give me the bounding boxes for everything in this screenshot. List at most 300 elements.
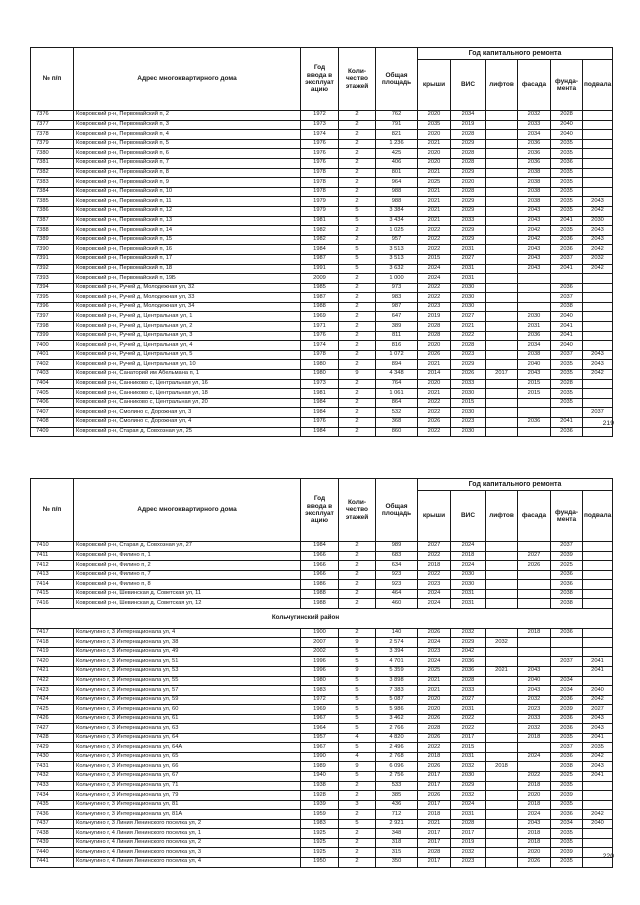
table-row <box>31 667 613 677</box>
cell-year: 1964 <box>301 724 339 734</box>
cell-basement <box>583 542 613 552</box>
cell-area: 140 <box>376 628 418 638</box>
table-row <box>31 312 613 322</box>
cell-year: 1969 <box>301 312 339 322</box>
cell-facade <box>518 647 551 657</box>
cell-vis: 2031 <box>451 589 486 599</box>
cell-basement: 2043 <box>583 226 613 236</box>
cell-foundation: 2025 <box>551 561 583 571</box>
table-row <box>31 197 613 207</box>
cell-basement: 2027 <box>583 705 613 715</box>
cell-facade: 2018 <box>518 838 551 848</box>
cell-facade: 2030 <box>518 312 551 322</box>
cell-num: 7396 <box>31 302 74 312</box>
cell-floors: 2 <box>339 331 376 341</box>
cell-vis: 2029 <box>451 206 486 216</box>
cell-foundation: 2039 <box>551 791 583 801</box>
cell-facade: 2027 <box>518 551 551 561</box>
cell-num: 7385 <box>31 197 74 207</box>
cell-floors: 2 <box>339 120 376 130</box>
cell-year: 1987 <box>301 254 339 264</box>
cell-area: 2 756 <box>376 772 418 782</box>
cell-lifts <box>486 197 518 207</box>
cell-foundation: 2037 <box>551 743 583 753</box>
cell-year: 1990 <box>301 752 339 762</box>
cell-basement: 2041 <box>583 772 613 782</box>
cell-num: 7415 <box>31 589 74 599</box>
cell-num: 7426 <box>31 714 74 724</box>
cell-num: 7423 <box>31 686 74 696</box>
cell-num: 7388 <box>31 226 74 236</box>
cell-vis: 2030 <box>451 580 486 590</box>
cell-vis: 2029 <box>451 226 486 236</box>
cell-area: 5 359 <box>376 667 418 677</box>
cell-address: Ковровский р-н, Санниково с, Центральная ул, 20 <box>74 398 301 408</box>
cell-floors: 2 <box>339 341 376 351</box>
table-row <box>31 772 613 782</box>
cell-foundation: 2040 <box>551 341 583 351</box>
cell-address: Кольчугино г, 3 Интернационала ул, 57 <box>74 686 301 696</box>
cell-vis: 2024 <box>451 800 486 810</box>
cell-num: 7432 <box>31 772 74 782</box>
cell-address: Ковровский р-н, Первомайский п, 15 <box>74 235 301 245</box>
cell-address: Кольчугино г, 4 Линия Ленинского поселка ул, 3 <box>74 848 301 858</box>
cell-address: Кольчугино г, 3 Интернационала ул, 67 <box>74 772 301 782</box>
cell-facade: 2040 <box>518 676 551 686</box>
table-row <box>31 781 613 791</box>
cell-foundation: 2035 <box>551 857 583 867</box>
table-row <box>31 120 613 130</box>
cell-foundation: 2035 <box>551 389 583 399</box>
section-row <box>31 608 613 628</box>
cell-address: Кольчугино г, 4 Линия Ленинского поселка ул, 2 <box>74 838 301 848</box>
cell-roof: 2022 <box>418 293 451 303</box>
cell-vis: 2029 <box>451 197 486 207</box>
table-row <box>31 139 613 149</box>
cell-num: 7384 <box>31 187 74 197</box>
cell-facade: 2038 <box>518 197 551 207</box>
cell-vis: 2030 <box>451 283 486 293</box>
cell-floors: 2 <box>339 829 376 839</box>
cell-lifts <box>486 111 518 121</box>
cell-floors: 2 <box>339 848 376 858</box>
cell-roof: 2017 <box>418 800 451 810</box>
cell-roof: 2018 <box>418 561 451 571</box>
cell-foundation: 2035 <box>551 168 583 178</box>
cell-lifts <box>486 120 518 130</box>
cell-address: Ковровский р-н, Первомайский п, 9 <box>74 178 301 188</box>
cell-roof: 2014 <box>418 370 451 380</box>
cell-basement: 2043 <box>583 360 613 370</box>
table-row <box>31 226 613 236</box>
cell-facade: 2043 <box>518 686 551 696</box>
cell-basement: 2040 <box>583 819 613 829</box>
cell-facade: 2043 <box>518 370 551 380</box>
cell-facade: 2024 <box>518 810 551 820</box>
cell-area: 2 766 <box>376 724 418 734</box>
cell-num: 7420 <box>31 657 74 667</box>
cell-num: 7428 <box>31 733 74 743</box>
cell-area: 436 <box>376 800 418 810</box>
cell-vis: 2027 <box>451 312 486 322</box>
cell-vis: 2029 <box>451 139 486 149</box>
table-row <box>31 714 613 724</box>
cell-basement <box>583 647 613 657</box>
cell-foundation: 2037 <box>551 293 583 303</box>
cell-num: 7435 <box>31 800 74 810</box>
cell-roof: 2021 <box>418 206 451 216</box>
cell-year: 1991 <box>301 264 339 274</box>
cell-vis: 2042 <box>451 647 486 657</box>
table-header <box>31 48 613 111</box>
cell-roof: 2028 <box>418 322 451 332</box>
cell-num: 7430 <box>31 752 74 762</box>
cell-foundation: 2036 <box>551 427 583 437</box>
cell-year: 1984 <box>301 542 339 552</box>
cell-floors: 2 <box>339 589 376 599</box>
cell-roof: 2026 <box>418 762 451 772</box>
cell-lifts <box>486 686 518 696</box>
table-row <box>31 293 613 303</box>
table-row <box>31 589 613 599</box>
cell-foundation: 2036 <box>551 810 583 820</box>
cell-area: 368 <box>376 418 418 428</box>
cell-facade: 2018 <box>518 628 551 638</box>
cell-facade <box>518 408 551 418</box>
cell-floors: 2 <box>339 235 376 245</box>
table-row <box>31 331 613 341</box>
cell-roof: 2025 <box>418 667 451 677</box>
cell-floors: 2 <box>339 857 376 867</box>
cell-vis: 2022 <box>451 331 486 341</box>
cell-vis: 2028 <box>451 130 486 140</box>
table-row <box>31 216 613 226</box>
cell-lifts <box>486 781 518 791</box>
cell-foundation: 2035 <box>551 139 583 149</box>
cell-foundation: 2038 <box>551 302 583 312</box>
header-address: Адрес многоквартирного дома <box>74 479 301 542</box>
cell-address: Кольчугино г, 4 Линия Ленинского поселка ул, 4 <box>74 857 301 867</box>
table-row <box>31 158 613 168</box>
cell-lifts <box>486 819 518 829</box>
cell-address: Ковровский р-н, Ручей д, Центральная ул, 2 <box>74 322 301 332</box>
cell-lifts <box>486 312 518 322</box>
cell-floors: 2 <box>339 551 376 561</box>
cell-year: 1973 <box>301 379 339 389</box>
cell-facade: 2024 <box>518 752 551 762</box>
cell-basement <box>583 599 613 609</box>
cell-foundation: 2036 <box>551 570 583 580</box>
cell-year: 1983 <box>301 819 339 829</box>
cell-roof: 2022 <box>418 570 451 580</box>
cell-lifts: 2018 <box>486 762 518 772</box>
cell-area: 647 <box>376 312 418 322</box>
cell-lifts <box>486 389 518 399</box>
cell-floors: 5 <box>339 206 376 216</box>
cell-lifts <box>486 743 518 753</box>
cell-address: Кольчугино г, 3 Интернационала ул, 81А <box>74 810 301 820</box>
cell-roof: 2017 <box>418 829 451 839</box>
cell-basement: 2043 <box>583 235 613 245</box>
cell-floors: 2 <box>339 398 376 408</box>
cell-foundation: 2036 <box>551 628 583 638</box>
cell-address: Ковровский р-н, Первомайский п, 10 <box>74 187 301 197</box>
cell-lifts: 2032 <box>486 638 518 648</box>
cell-floors: 3 <box>339 800 376 810</box>
cell-address: Ковровский р-н, Шевинская д, Советская ул, 12 <box>74 599 301 609</box>
cell-facade <box>518 302 551 312</box>
cell-lifts <box>486 139 518 149</box>
cell-foundation: 2037 <box>551 657 583 667</box>
table-row <box>31 819 613 829</box>
cell-year: 1938 <box>301 781 339 791</box>
cell-floors: 5 <box>339 695 376 705</box>
cell-foundation: 2038 <box>551 589 583 599</box>
section-title: Кольчугинский район <box>31 608 613 628</box>
cell-num: 7386 <box>31 206 74 216</box>
cell-basement <box>583 341 613 351</box>
cell-year: 1980 <box>301 360 339 370</box>
cell-area: 988 <box>376 197 418 207</box>
cell-floors: 5 <box>339 216 376 226</box>
cell-floors: 9 <box>339 638 376 648</box>
cell-floors: 2 <box>339 350 376 360</box>
cell-year: 1900 <box>301 628 339 638</box>
repair-table-bottom <box>30 478 613 868</box>
cell-lifts <box>486 178 518 188</box>
cell-basement: 2042 <box>583 264 613 274</box>
table-row <box>31 111 613 121</box>
cell-vis: 2029 <box>451 638 486 648</box>
cell-basement: 2042 <box>583 206 613 216</box>
cell-lifts <box>486 551 518 561</box>
cell-foundation: 2035 <box>551 187 583 197</box>
cell-floors: 2 <box>339 418 376 428</box>
cell-facade: 2033 <box>518 714 551 724</box>
cell-lifts <box>486 695 518 705</box>
cell-area: 683 <box>376 551 418 561</box>
cell-address: Кольчугино г, 3 Интернационала ул, 4 <box>74 628 301 638</box>
cell-foundation: 2036 <box>551 580 583 590</box>
cell-year: 1940 <box>301 772 339 782</box>
cell-vis: 2031 <box>451 705 486 715</box>
cell-address: Ковровский р-н, Первомайский п, 3 <box>74 120 301 130</box>
cell-foundation: 2034 <box>551 819 583 829</box>
cell-lifts <box>486 561 518 571</box>
cell-area: 3 632 <box>376 264 418 274</box>
cell-floors: 2 <box>339 322 376 332</box>
cell-roof: 2023 <box>418 647 451 657</box>
cell-foundation <box>551 647 583 657</box>
cell-area: 2 768 <box>376 752 418 762</box>
cell-foundation: 2039 <box>551 705 583 715</box>
header-facade: фасада <box>518 491 551 542</box>
cell-roof: 2020 <box>418 379 451 389</box>
cell-basement <box>583 427 613 437</box>
cell-area: 964 <box>376 178 418 188</box>
cell-basement <box>583 791 613 801</box>
cell-vis: 2027 <box>451 254 486 264</box>
table-row <box>31 810 613 820</box>
table-row <box>31 235 613 245</box>
table-row <box>31 322 613 332</box>
cell-year: 1976 <box>301 418 339 428</box>
cell-facade: 2022 <box>518 772 551 782</box>
cell-num: 7414 <box>31 580 74 590</box>
cell-facade: 2032 <box>518 724 551 734</box>
table-row <box>31 647 613 657</box>
table-row <box>31 418 613 428</box>
cell-num: 7399 <box>31 331 74 341</box>
cell-facade <box>518 427 551 437</box>
cell-address: Кольчугино г, 3 Интернационала ул, 65 <box>74 752 301 762</box>
cell-facade: 2026 <box>518 857 551 867</box>
cell-num: 7376 <box>31 111 74 121</box>
table-body <box>31 542 613 868</box>
cell-vis: 2023 <box>451 857 486 867</box>
cell-vis: 2017 <box>451 829 486 839</box>
cell-area: 764 <box>376 379 418 389</box>
cell-num: 7429 <box>31 743 74 753</box>
cell-address: Кольчугино г, 3 Интернационала ул, 53 <box>74 667 301 677</box>
cell-basement <box>583 781 613 791</box>
cell-basement <box>583 302 613 312</box>
cell-address: Ковровский р-н, Ручей д, Молодежная ул, 33 <box>74 293 301 303</box>
cell-roof: 2024 <box>418 264 451 274</box>
cell-floors: 2 <box>339 427 376 437</box>
cell-num: 7409 <box>31 427 74 437</box>
cell-roof: 2022 <box>418 245 451 255</box>
cell-roof: 2024 <box>418 589 451 599</box>
table-body <box>31 111 613 437</box>
cell-facade: 2043 <box>518 819 551 829</box>
cell-floors: 9 <box>339 762 376 772</box>
cell-year: 1925 <box>301 838 339 848</box>
cell-foundation: 2035 <box>551 398 583 408</box>
cell-num: 7403 <box>31 370 74 380</box>
cell-year: 1988 <box>301 599 339 609</box>
cell-roof: 2023 <box>418 580 451 590</box>
cell-address: Кольчугино г, 3 Интернационала ул, 66 <box>74 762 301 772</box>
cell-num: 7424 <box>31 695 74 705</box>
repair-table-top <box>30 47 613 437</box>
cell-foundation: 2040 <box>551 120 583 130</box>
cell-num: 7392 <box>31 264 74 274</box>
cell-basement <box>583 274 613 284</box>
cell-area: 860 <box>376 427 418 437</box>
cell-vis: 2034 <box>451 111 486 121</box>
cell-basement <box>583 187 613 197</box>
cell-lifts <box>486 264 518 274</box>
table-row <box>31 838 613 848</box>
cell-address: Ковровский р-н, Первомайский п, 2 <box>74 111 301 121</box>
cell-num: 7391 <box>31 254 74 264</box>
cell-area: 350 <box>376 857 418 867</box>
page-number: 220 <box>602 853 614 860</box>
cell-num: 7397 <box>31 312 74 322</box>
cell-basement: 2043 <box>583 724 613 734</box>
cell-vis: 2022 <box>451 724 486 734</box>
cell-roof: 2017 <box>418 781 451 791</box>
cell-lifts <box>486 714 518 724</box>
cell-facade: 2018 <box>518 733 551 743</box>
table-row <box>31 408 613 418</box>
cell-floors: 5 <box>339 819 376 829</box>
cell-floors: 2 <box>339 302 376 312</box>
table-row <box>31 254 613 264</box>
cell-foundation: 2035 <box>551 800 583 810</box>
table-row <box>31 302 613 312</box>
cell-roof: 2022 <box>418 551 451 561</box>
cell-roof: 2026 <box>418 628 451 638</box>
cell-foundation <box>551 408 583 418</box>
cell-facade: 2020 <box>518 848 551 858</box>
cell-area: 5 986 <box>376 705 418 715</box>
cell-vis: 2030 <box>451 389 486 399</box>
cell-roof: 2022 <box>418 283 451 293</box>
cell-floors: 2 <box>339 781 376 791</box>
cell-area: 1 025 <box>376 226 418 236</box>
cell-facade: 2042 <box>518 226 551 236</box>
table-row <box>31 341 613 351</box>
cell-year: 1982 <box>301 235 339 245</box>
cell-lifts <box>486 341 518 351</box>
cell-year: 1972 <box>301 111 339 121</box>
cell-facade <box>518 589 551 599</box>
cell-year: 1988 <box>301 589 339 599</box>
table-row <box>31 551 613 561</box>
cell-vis: 2028 <box>451 341 486 351</box>
cell-basement <box>583 283 613 293</box>
cell-address: Кольчугино г, 3 Интернационала ул, 61 <box>74 714 301 724</box>
cell-foundation: 2036 <box>551 724 583 734</box>
cell-facade: 2043 <box>518 216 551 226</box>
table-row <box>31 791 613 801</box>
cell-vis: 2024 <box>451 542 486 552</box>
cell-address: Ковровский р-н, Первомайский п, 7 <box>74 158 301 168</box>
cell-vis: 2022 <box>451 714 486 724</box>
cell-roof: 2019 <box>418 312 451 322</box>
cell-num: 7377 <box>31 120 74 130</box>
cell-lifts <box>486 628 518 638</box>
cell-lifts <box>486 331 518 341</box>
table-row <box>31 628 613 638</box>
cell-roof: 2035 <box>418 120 451 130</box>
cell-year: 1966 <box>301 561 339 571</box>
cell-year: 1979 <box>301 197 339 207</box>
cell-year: 1978 <box>301 168 339 178</box>
cell-roof: 2020 <box>418 111 451 121</box>
cell-address: Ковровский р-н, Филино п, 7 <box>74 570 301 580</box>
cell-floors: 9 <box>339 370 376 380</box>
cell-lifts <box>486 772 518 782</box>
cell-num: 7431 <box>31 762 74 772</box>
cell-lifts <box>486 130 518 140</box>
cell-year: 1988 <box>301 302 339 312</box>
cell-num: 7393 <box>31 274 74 284</box>
cell-floors: 2 <box>339 570 376 580</box>
table-row <box>31 350 613 360</box>
cell-roof: 2021 <box>418 389 451 399</box>
cell-area: 989 <box>376 542 418 552</box>
cell-floors: 5 <box>339 254 376 264</box>
cell-basement <box>583 551 613 561</box>
cell-basement: 2042 <box>583 370 613 380</box>
cell-vis: 2020 <box>451 178 486 188</box>
cell-area: 816 <box>376 341 418 351</box>
cell-roof: 2026 <box>418 733 451 743</box>
cell-address: Ковровский р-н, Первомайский п, 11 <box>74 197 301 207</box>
